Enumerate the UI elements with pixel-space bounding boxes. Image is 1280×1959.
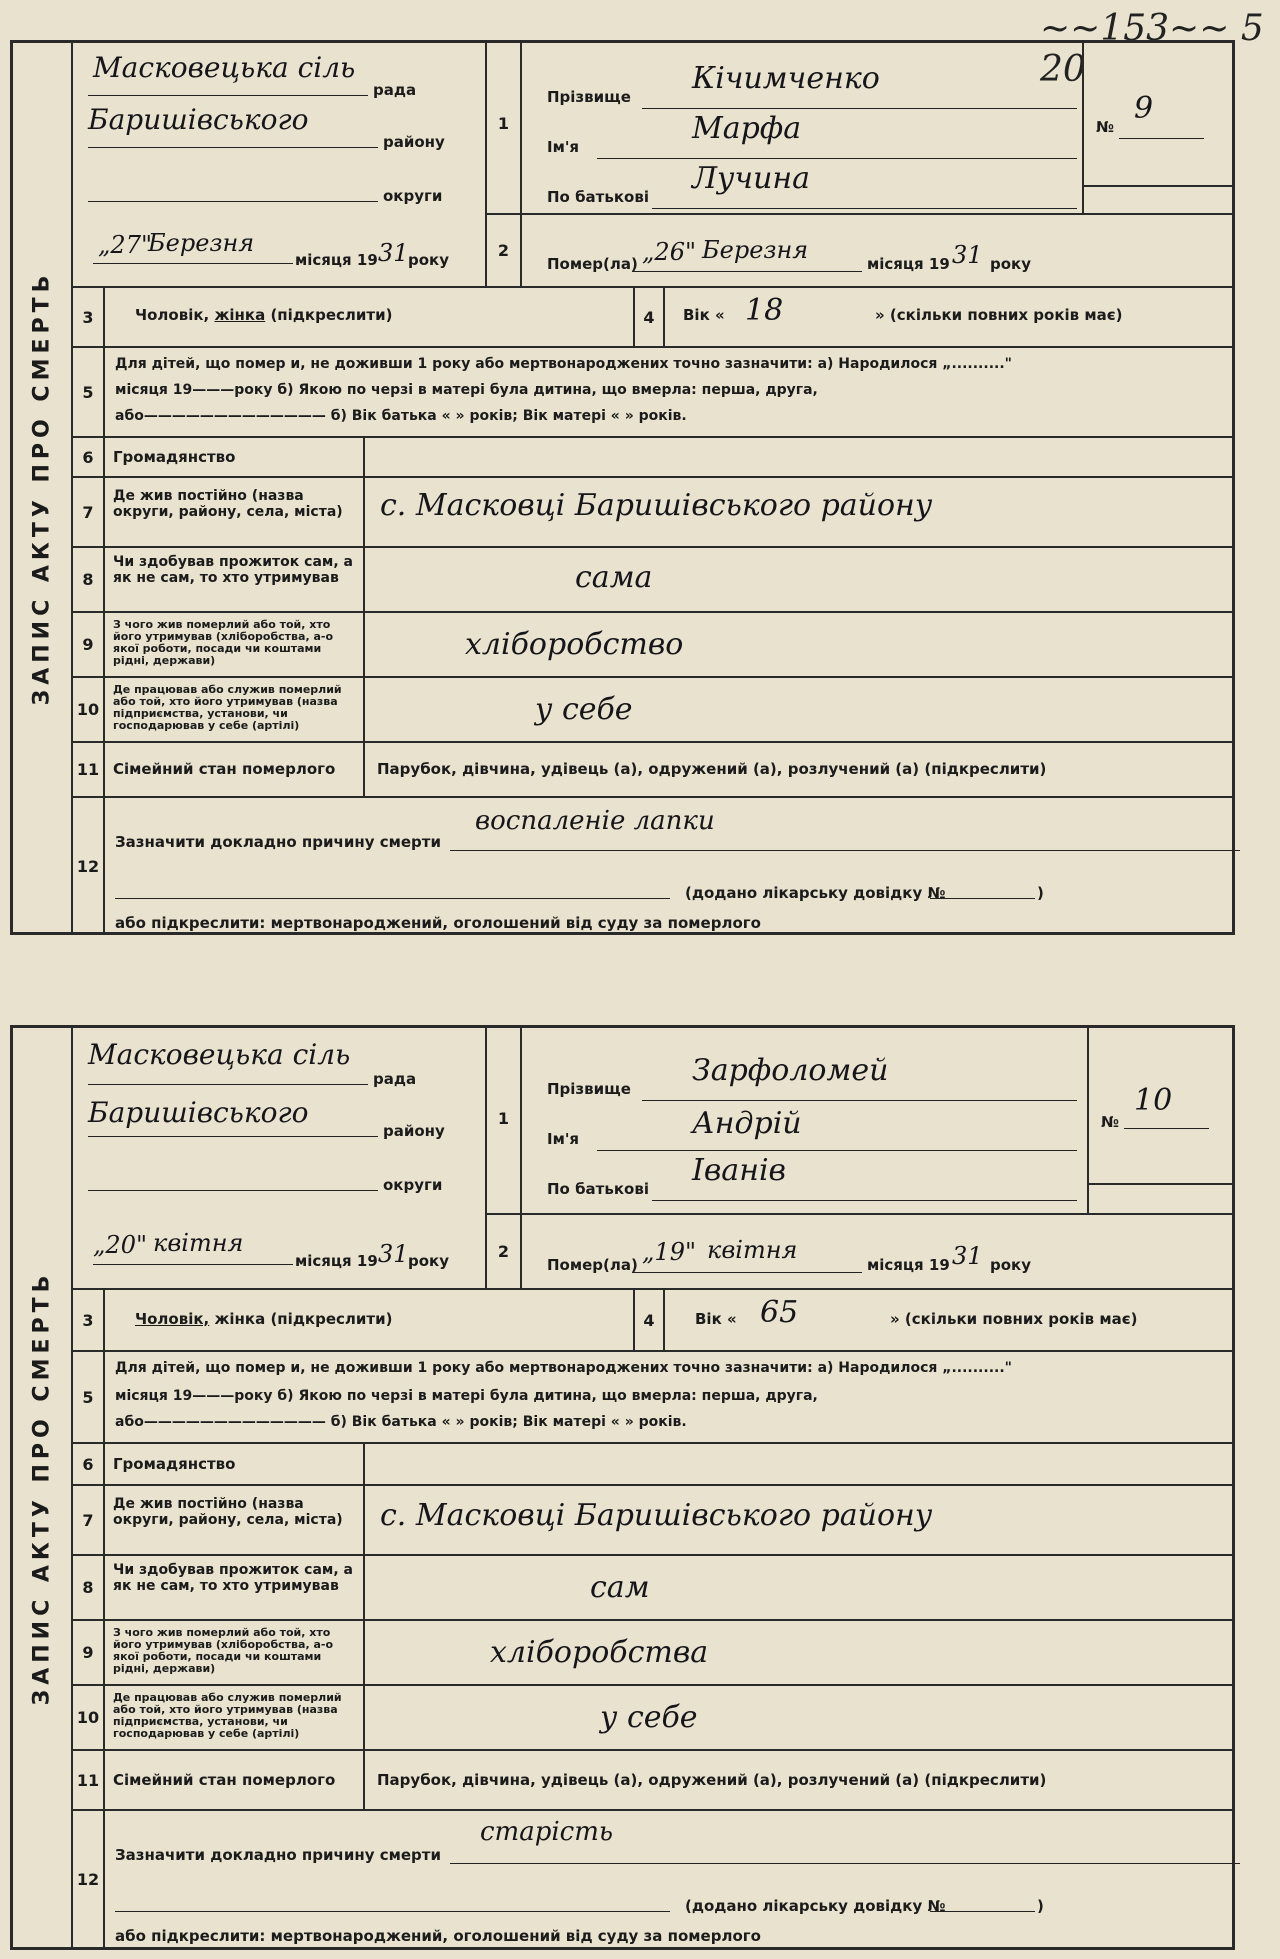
citizenship-row: 6 Громадянство [73,1444,1232,1486]
marital-row: 11 Сімейний стан померлого Парубок, дівчина, удівець (а), одружений (а), розлучений (а) (підкреслити) [73,743,1232,798]
support-value: сам [590,1570,650,1605]
age-value: 18 [745,293,784,328]
death-day: „19" [642,1238,697,1266]
name-value: Марфа [692,111,802,146]
residence-row: 7 Де жив постійно (назва округи, району, села, міста) с. Масковці Баришівського району [73,1486,1232,1556]
record-number-box: № 9 [1082,43,1232,213]
livelihood-row: 9 З чого жив померлий або той, хто його утримував (хліборобства, а-о якої роботи, посади чи коштами рідні, держави) хліборобства [73,1621,1232,1686]
person-block: Прізвище Зарфоломей Ім'я Андрій По батькові Іванів № 10 Помер(ла) „19" квітня місяця 19 31 року [520,1028,1232,1288]
support-value: сама [575,560,653,595]
death-year: 31 [952,241,983,269]
header-row: Масковецька сіль рада Баришівського району округи „20" квітня місяця 19 31 року 1 2 Прізвище Зарфоломей Ім'я Андрій По батькові Іванів № 10 Помер(ла) „19" квітня місяця 19 31 року [73,1028,1232,1290]
death-day: „26" [642,238,697,266]
citizenship-row: 6 Громадянство [73,438,1232,478]
address-value: с. Масковці Баришівського району [380,488,933,523]
death-month: Березня [702,236,809,264]
cause-value: старість [480,1817,614,1847]
support-row: 8 Чи здобував прожиток сам, а як не сам, то хто утримував сама [73,548,1232,613]
sex-age-row: 3 Чоловік, жінка (підкреслити) 4 Вік « 65 » (скільки повних років має) [73,1290,1232,1352]
record-side-title: ЗАПИС АКТУ ПРО СМЕРТЬ [13,43,73,932]
record-number-box: № 10 [1087,1028,1232,1213]
reg-day: „27" [98,231,153,259]
sex-male: Чоловік, [135,1310,210,1328]
sex-female: жінка [214,306,266,324]
cause-value: воспаленіе лапки [475,806,715,836]
record-form [73,1028,1232,1947]
surname-value: Кічимченко [692,61,880,96]
surname-value: Зарфоломей [692,1053,889,1088]
patronymic-value: Лучина [692,161,811,196]
livelihood-row: 9 З чого жив померлий або той, хто його утримував (хліборобства, а-о якої роботи, посади чи коштами рідні, держави) хліборобство [73,613,1232,678]
reg-day: „20" [93,1231,148,1259]
death-month: квітня [707,1236,798,1264]
reg-year: 31 [378,1240,409,1268]
name-value: Андрій [692,1106,802,1141]
reg-month: Березня [148,229,255,257]
cause-row: 12 Зазначити докладно причину смерти старість (додано лікарську довідку № ) або підкреслити: мертвонароджений, оголошений від суду за померлого [73,1811,1232,1947]
record-number: 10 [1134,1083,1173,1118]
reg-month: квітня [153,1229,244,1257]
cause-row: 12 Зазначити докладно причину смерти воспаленіе лапки (додано лікарську довідку № ) або підкреслити: мертвонароджений, оголошений від суду за померлого [73,798,1232,934]
children-row: 5 Для дітей, що помер и, не доживши 1 року або мертвонароджених точно зазначити: а) Народилося „.........." місяця 19———року б) Якою по черзі в матері була дитина, що вмерла: перша, друга, або————————————— б) Вік батька « » років; Вік матері « » років. [73,348,1232,438]
raion-value: Баришівського [88,103,309,136]
workplace-value: у себе [600,1700,698,1735]
header-row: Масковецька сіль рада Баришівського району округи „27" Березня місяця 19 31 року 1 2 Прізвище Кічимченко Ім'я Марфа По батькові Лучина № 9 Помер(ла) „26" Березня місяця 19 31 року [73,43,1232,288]
marital-row: 11 Сімейний стан померлого Парубок, дівчина, удівець (а), одружений (а), розлучений (а) (підкреслити) [73,1751,1232,1811]
workplace-row: 10 Де працював або служив померлий або той, хто його утримував (назва підприємства, установи, чи господарював у себе (артілі) у себе [73,1686,1232,1751]
reg-year: 31 [378,239,409,267]
record-form [73,43,1232,932]
age-value: 65 [760,1295,799,1330]
death-record-1 [10,40,1235,935]
silrada-value: Масковецька сіль [93,51,356,84]
raion-value: Баришівського [88,1096,309,1129]
residence-row: 7 Де жив постійно (назва округи, району, села, міста) с. Масковці Баришівського району [73,478,1232,548]
page-number: ~~153~~ 5 20 [1040,8,1264,90]
person-block: Прізвище Кічимченко Ім'я Марфа По батькові Лучина № 9 Помер(ла) „26" Березня місяця 19 31 року [520,43,1232,286]
livelihood-value: хліборобства [490,1635,709,1670]
sex-age-row: 3 Чоловік, жінка (підкреслити) 4 Вік « 18 » (скільки повних років має) [73,288,1232,348]
workplace-row: 10 Де працював або служив померлий або той, хто його утримував (назва підприємства, установи, чи господарював у себе (артілі) у себе [73,678,1232,743]
death-record-2 [10,1025,1235,1950]
silrada-value: Масковецька сіль [88,1038,351,1071]
support-row: 8 Чи здобував прожиток сам, а як не сам, то хто утримував сам [73,1556,1232,1621]
children-row: 5 Для дітей, що помер и, не доживши 1 року або мертвонароджених точно зазначити: а) Народилося „.........." місяця 19———року б) Якою по черзі в матері була дитина, що вмерла: перша, друга, або————————————— б) Вік батька « » років; Вік матері « » років. [73,1352,1232,1444]
death-year: 31 [952,1242,983,1270]
livelihood-value: хліборобство [465,627,684,662]
patronymic-value: Іванів [692,1153,787,1188]
record-number: 9 [1134,91,1154,126]
registration-block: Масковецька сіль рада Баришівського району округи „27" Березня місяця 19 31 року [88,51,450,269]
address-value: с. Масковці Баришівського району [380,1498,933,1533]
registration-block: Масковецька сіль рада Баришівського району округи „20" квітня місяця 19 31 року [88,1038,450,1270]
record-side-title: ЗАПИС АКТУ ПРО СМЕРТЬ [13,1028,73,1947]
workplace-value: у себе [535,692,633,727]
